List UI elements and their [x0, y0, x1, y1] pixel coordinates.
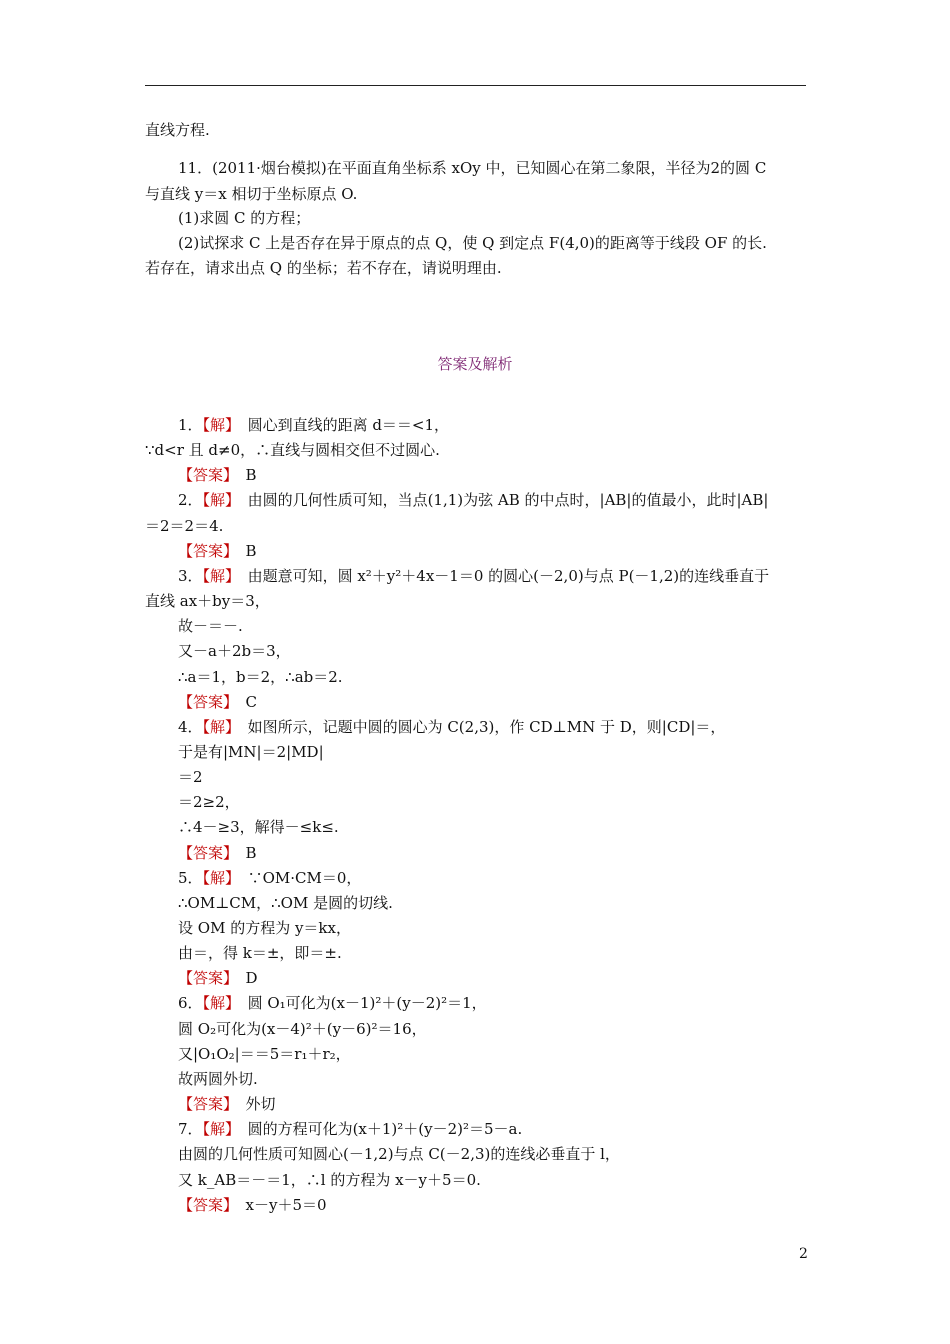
answer-text: 设 OM 的方程为 y＝kx， — [178, 919, 351, 937]
answer-label: 【答案】 — [178, 844, 231, 862]
answer-text: ∴4－≥3，解得－≤k≤. — [178, 818, 339, 836]
answer-text: 外切 — [230, 1095, 276, 1113]
answer-number: 2． — [178, 491, 203, 509]
answer-text: ＝2＝2＝4. — [145, 517, 224, 535]
answer-line — [145, 440, 440, 460]
answer-line — [178, 667, 343, 687]
answer-line — [178, 641, 291, 661]
answer-text: B — [230, 466, 257, 484]
answer-line — [178, 1044, 351, 1064]
solution-label: 【解】 — [202, 869, 233, 887]
solution-label: 【解】 — [202, 994, 233, 1012]
answer-number: 6． — [178, 994, 203, 1012]
answer-line — [178, 918, 351, 938]
answer-line — [178, 541, 257, 561]
answer-text: ∴OM⊥CM，∴OM 是圆的切线. — [178, 894, 393, 912]
problem-11-line-5: 若存在，请求出点 Q 的坐标；若不存在，请说明理由. — [145, 259, 502, 277]
answer-label: 【答案】 — [178, 466, 231, 484]
solution-label: 【解】 — [202, 1120, 233, 1138]
answer-text: C — [230, 693, 257, 711]
answer-line — [178, 415, 449, 435]
answer-line — [178, 616, 243, 636]
problem-11-line-4: (2)试探求 C 上是否存在异于原点的点 Q，使 Q 到定点 F(4,0)的距离等于线段 OF 的长. — [178, 234, 767, 252]
answer-text: B — [230, 542, 257, 560]
answer-line — [178, 968, 258, 988]
answer-line — [178, 1195, 327, 1215]
answer-text: ∵OM·CM＝0， — [232, 869, 362, 887]
answer-number: 4． — [178, 718, 203, 736]
section-title: 答案及解析 — [437, 355, 513, 373]
answer-number: 5． — [178, 869, 203, 887]
answer-number: 7． — [178, 1120, 203, 1138]
problem-11-line-2: 与直线 y＝x 相切于坐标原点 O. — [145, 185, 358, 203]
answer-text: 由圆的几何性质可知圆心(－1,2)与点 C(－2,3)的连线必垂直于 l， — [178, 1145, 620, 1163]
answer-text: 由圆的几何性质可知，当点(1,1)为弦 AB 的中点时，|AB|的值最小，此时|AB| — [232, 491, 769, 509]
solution-label: 【解】 — [202, 718, 233, 736]
answer-text: 故两圆外切. — [178, 1070, 258, 1088]
answer-text: 圆 O₁可化为(x－1)²＋(y－2)²＝1， — [232, 994, 487, 1012]
answer-label: 【答案】 — [178, 693, 231, 711]
answer-line — [178, 767, 203, 787]
answer-label: 【答案】 — [178, 542, 231, 560]
answer-line — [178, 692, 257, 712]
answer-line — [178, 792, 240, 812]
answer-line — [178, 893, 393, 913]
answer-line — [178, 1119, 522, 1139]
problem-11-line-1: 11．(2011·烟台模拟)在平面直角坐标系 xOy 中，已知圆心在第二象限，半径为2的圆 C — [178, 159, 767, 177]
answer-text: 圆的方程可化为(x＋1)²＋(y－2)²＝5－a. — [232, 1120, 523, 1138]
answer-line — [178, 465, 257, 485]
answer-number: 1． — [178, 416, 203, 434]
answer-text: 圆心到直线的距离 d＝＝<1， — [232, 416, 450, 434]
answer-line — [178, 993, 487, 1013]
answer-label: 【答案】 — [178, 969, 231, 987]
solution-label: 【解】 — [202, 567, 233, 585]
problem-tail: 直线方程. — [145, 121, 210, 139]
answer-text: 由题意可知，圆 x²＋y²＋4x－1＝0 的圆心(－2,0)与点 P(－1,2)的连线垂直于 — [232, 567, 770, 585]
answer-text: 圆 O₂可化为(x－4)²＋(y－6)²＝16， — [178, 1020, 427, 1038]
answer-line — [178, 843, 257, 863]
answer-line — [178, 490, 768, 510]
answer-text: ∵d<r 且 d≠0，∴直线与圆相交但不过圆心. — [145, 441, 440, 459]
solution-label: 【解】 — [202, 416, 233, 434]
solution-label: 【解】 — [202, 491, 233, 509]
page-number: 2 — [799, 1246, 808, 1262]
answer-text: D — [230, 969, 258, 987]
answer-line — [178, 1094, 276, 1114]
answer-number: 3． — [178, 567, 203, 585]
header-rule — [145, 85, 806, 86]
answer-line — [178, 1170, 481, 1190]
answer-line — [178, 1019, 427, 1039]
answer-text: 由＝，得 k＝±，即＝±. — [178, 944, 342, 962]
problem-11-line-3: (1)求圆 C 的方程； — [178, 209, 311, 227]
answer-text: 如图所示，记题中圆的圆心为 C(2,3)，作 CD⊥MN 于 D，则|CD|＝， — [232, 718, 726, 736]
answer-text: x－y＋5＝0 — [230, 1196, 327, 1214]
answer-line — [145, 591, 270, 611]
answer-text: ＝2 — [178, 768, 203, 786]
answer-line — [178, 717, 725, 737]
answer-text: 又－a＋2b＝3， — [178, 642, 291, 660]
answer-text: B — [230, 844, 257, 862]
answer-line — [145, 516, 223, 536]
answer-line — [178, 943, 342, 963]
answer-line — [178, 817, 339, 837]
answer-text: 又|O₁O₂|＝＝5＝r₁＋r₂， — [178, 1045, 351, 1063]
answer-text: 于是有|MN|＝2|MD| — [178, 743, 324, 761]
answer-line — [178, 566, 769, 586]
answer-line — [178, 1069, 258, 1089]
answer-text: ∴a＝1，b＝2，∴ab＝2. — [178, 668, 343, 686]
answer-line — [178, 742, 324, 762]
answer-label: 【答案】 — [178, 1095, 231, 1113]
answer-line — [178, 868, 361, 888]
answer-line — [178, 1144, 620, 1164]
answer-label: 【答案】 — [178, 1196, 231, 1214]
answer-text: 又 k_AB＝－＝1，∴l 的方程为 x－y＋5＝0. — [178, 1171, 481, 1189]
answer-text: ＝2≥2， — [178, 793, 240, 811]
answer-text: 故－＝－. — [178, 617, 243, 635]
answer-text: 直线 ax＋by＝3， — [145, 592, 270, 610]
